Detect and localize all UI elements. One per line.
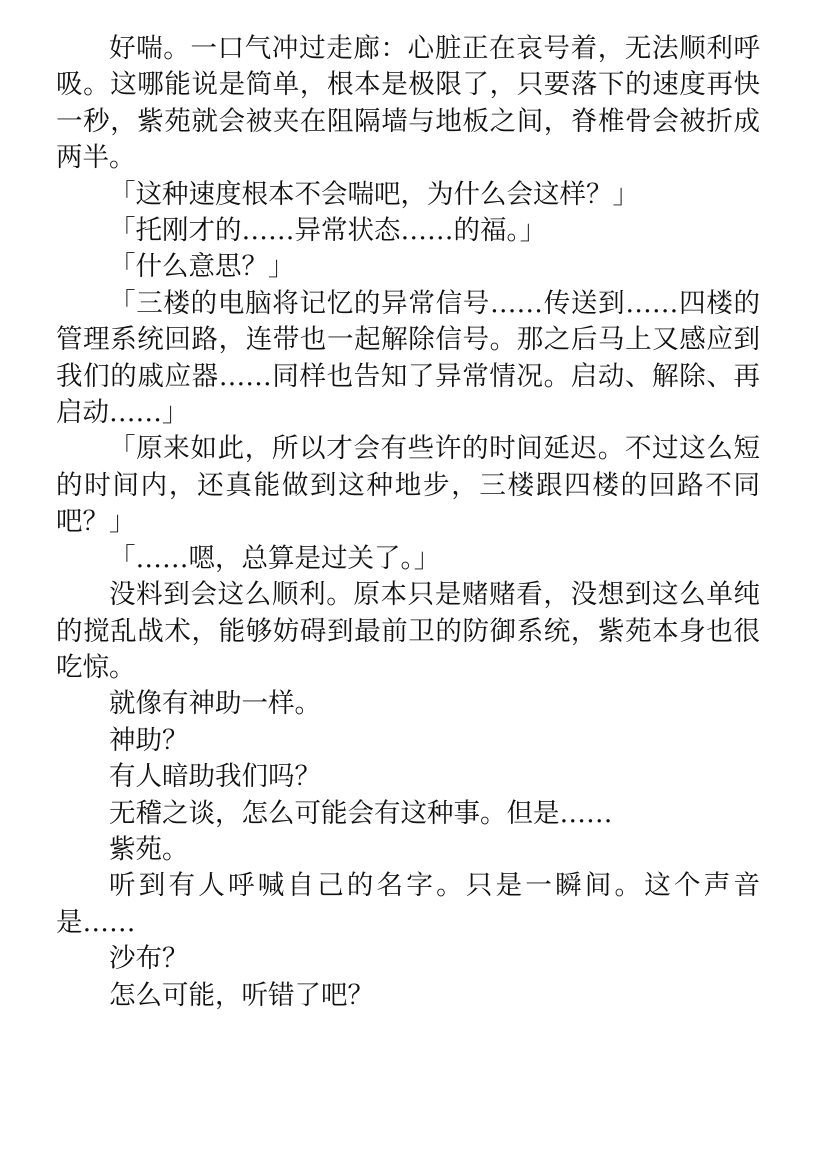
paragraph: 「托刚才的……异常状态……的福。」 xyxy=(109,215,547,247)
paragraph: 就像有神助一样。 xyxy=(109,688,321,720)
paragraph: 紫苑。 xyxy=(109,833,189,865)
paragraph: 「三楼的电脑将记忆的异常信号……传送到……四楼的管理系统回路，连带也一起解除信号。那之后马上又感应到我们的戚应器……同样也告知了异常情况。启动、解除、再启动……」 xyxy=(56,287,760,429)
paragraph: 「什么意思？」 xyxy=(109,251,295,283)
body-text xyxy=(56,31,760,1014)
paragraph: 没料到会这么顺利。原本只是赌赌看，没想到这么单纯的搅乱战术，能够妨碍到最前卫的防御系统，紫苑本身也很吃惊。 xyxy=(56,579,760,683)
paragraph: 无稽之谈，怎么可能会有这种事。但是…… xyxy=(109,797,613,829)
paragraph: 沙布？ xyxy=(109,943,189,975)
paragraph: 怎么可能，听错了吧？ xyxy=(109,979,374,1011)
paragraph: 有人暗助我们吗？ xyxy=(109,761,321,793)
paragraph: 「这种速度根本不会喘吧，为什么会这样？」 xyxy=(109,178,639,210)
paragraph: 神助？ xyxy=(109,724,189,756)
paragraph: 「原来如此，所以才会有些许的时间延迟。不过这么短的时间内，还真能做到这种地步，三楼跟四楼的回路不同吧？」 xyxy=(56,433,760,538)
paragraph: 「……嗯，总算是过关了。」 xyxy=(109,542,441,574)
paragraph: 听到有人呼喊自己的名字。只是一瞬间。这个声音是…… xyxy=(56,870,760,938)
paragraph: 好喘。一口气冲过走廊：心脏正在哀号着，无法顺利呼吸。这哪能说是简单，根本是极限了，只要落下的速度再快一秒，紫苑就会被夹在阻隔墙与地板之间，脊椎骨会被折成两半。 xyxy=(56,33,760,174)
